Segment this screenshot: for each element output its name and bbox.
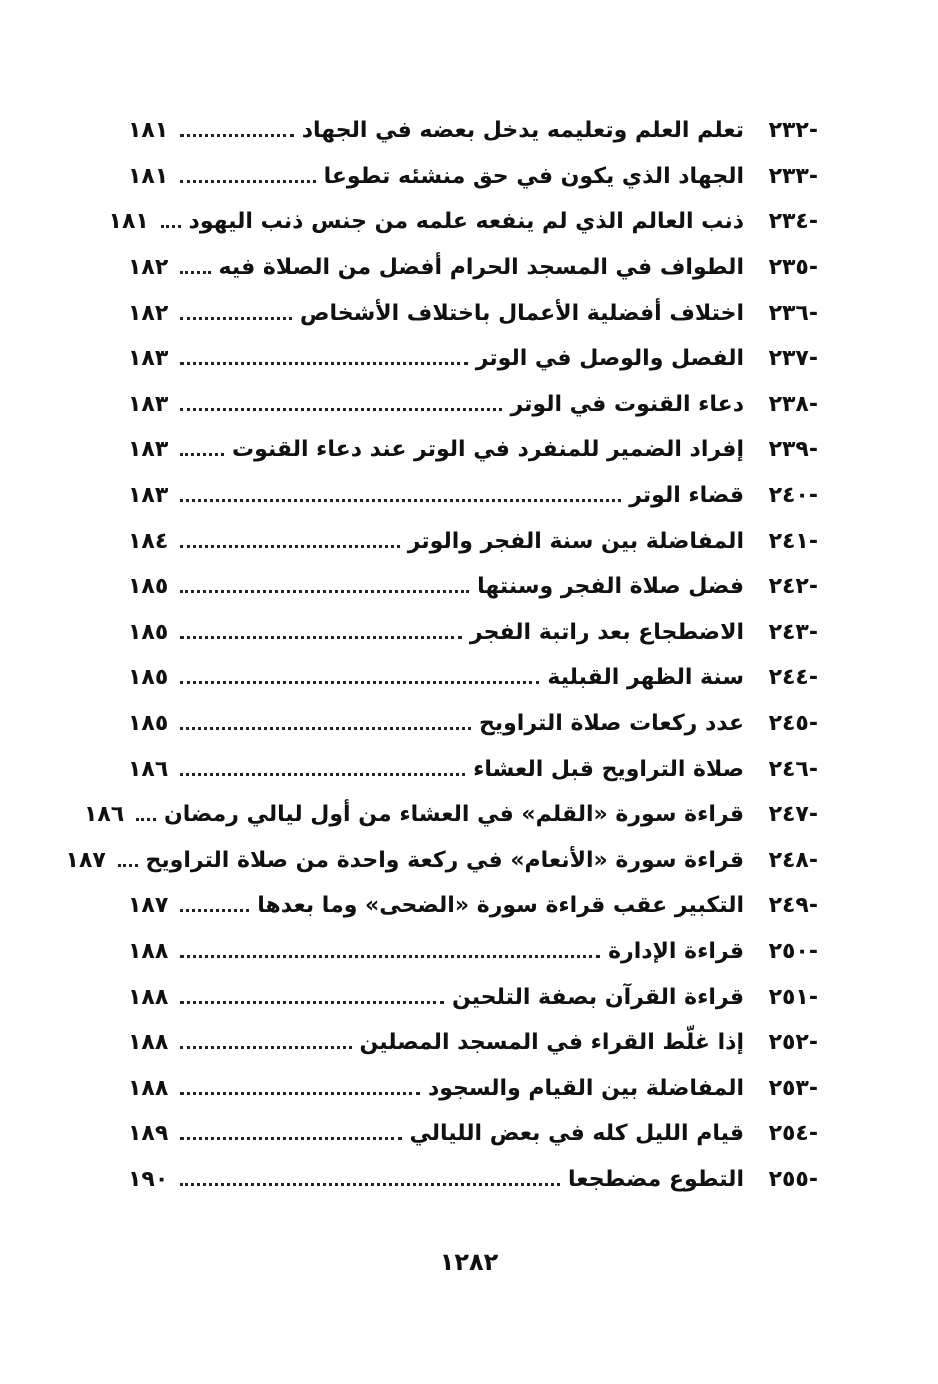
entry-number: -٢٣٧ xyxy=(768,346,818,372)
entry-title: قراءة سورة «الأنعام» في ركعة واحدة من صلاة التراويح xyxy=(145,847,744,873)
entry-title: سنة الظهر القبلية xyxy=(547,665,744,691)
toc-entry xyxy=(128,154,818,200)
entry-title: قراءة الإدارة xyxy=(608,938,744,964)
entry-number: -٢٣٣ xyxy=(768,163,818,189)
leader-dots xyxy=(180,773,465,776)
entry-title: المفاضلة بين القيام والسجود xyxy=(427,1075,744,1101)
leader-dots xyxy=(180,453,224,456)
entry-title: إذا غلّط القراء في المسجد المصلين xyxy=(359,1030,744,1056)
entry-number: -٢٣٤ xyxy=(768,209,818,235)
toc-entry xyxy=(128,974,818,1020)
entry-title: قيام الليل كله في بعض الليالي xyxy=(409,1121,744,1147)
toc-entry xyxy=(128,883,818,929)
entry-number: -٢٥١ xyxy=(768,984,818,1010)
entry-number: -٢٤٥ xyxy=(768,711,818,737)
entry-page-number: ١٨١ xyxy=(108,209,149,235)
entry-number: -٢٤٢ xyxy=(768,574,818,600)
entry-number: -٢٥٥ xyxy=(768,1166,818,1192)
toc-entry xyxy=(128,336,818,382)
entry-title: قراءة القرآن بصفة التلحين xyxy=(452,984,744,1010)
toc-entry xyxy=(128,245,818,291)
entry-page-number: ١٨٨ xyxy=(128,938,169,964)
entry-number: -٢٣٥ xyxy=(768,255,818,281)
entry-page-number: ١٨٩ xyxy=(128,1121,169,1147)
entry-title: الفصل والوصل في الوتر xyxy=(475,346,744,372)
entry-page-number: ١٨٣ xyxy=(128,391,169,417)
entry-number: -٢٤٤ xyxy=(768,665,818,691)
entry-number: -٢٤٦ xyxy=(768,756,818,782)
toc-entry xyxy=(128,427,818,473)
toc-entry xyxy=(128,473,818,519)
leader-dots xyxy=(180,955,600,958)
entry-number: -٢٤٠ xyxy=(768,483,818,509)
toc-entry xyxy=(108,199,818,245)
leader-dots xyxy=(180,362,468,365)
entry-number: -٢٣٩ xyxy=(768,437,818,463)
leader-dots xyxy=(180,408,502,411)
toc-entry xyxy=(128,1065,818,1111)
toc-entry xyxy=(128,382,818,428)
entry-title: الطواف في المسجد الحرام أفضل من الصلاة فيه xyxy=(218,255,744,281)
leader-dots xyxy=(180,180,316,183)
leader-dots xyxy=(180,681,539,684)
entry-number: -٢٤٣ xyxy=(768,619,818,645)
entry-page-number: ١٨٢ xyxy=(128,255,169,281)
toc-entry xyxy=(128,1157,818,1203)
leader-dots xyxy=(180,134,294,137)
toc-entry xyxy=(128,655,818,701)
leader-dots xyxy=(180,1183,560,1186)
toc-entry xyxy=(128,108,818,154)
leader-dots xyxy=(180,590,469,593)
toc-entry xyxy=(128,746,818,792)
entry-page-number: ١٨٥ xyxy=(128,574,169,600)
entry-title: الجهاد الذي يكون في حق منشئه تطوعا xyxy=(323,163,744,189)
entry-title: فضل صلاة الفجر وسنتها xyxy=(477,574,744,600)
entry-number: -٢٣٨ xyxy=(768,391,818,417)
leader-dots xyxy=(180,909,249,912)
leader-dots xyxy=(180,1001,444,1004)
entry-page-number: ١٨٧ xyxy=(128,893,169,919)
toc-entry xyxy=(128,701,818,747)
page-number: ١٢٨٢ xyxy=(439,1248,499,1276)
toc-entry xyxy=(83,792,818,838)
entry-title: دعاء القنوت في الوتر xyxy=(510,391,744,417)
entry-page-number: ١٨٣ xyxy=(128,437,169,463)
entry-title: تعلم العلم وتعليمه يدخل بعضه في الجهاد xyxy=(301,118,744,144)
entry-title: قراءة سورة «القلم» في العشاء من أول ليالي رمضان xyxy=(163,802,744,828)
entry-title: التطوع مضطجعا xyxy=(568,1166,744,1192)
entry-title: التكبير عقب قراءة سورة «الضحى» وما بعدها xyxy=(257,893,744,919)
entry-page-number: ١٨٥ xyxy=(128,711,169,737)
entry-title: إفراد الضمير للمنفرد في الوتر عند دعاء القنوت xyxy=(231,437,744,463)
entry-number: -٢٥٢ xyxy=(768,1030,818,1056)
leader-dots xyxy=(180,1046,352,1049)
entry-page-number: ١٨٥ xyxy=(128,619,169,645)
entry-page-number: ١٨٦ xyxy=(83,802,125,828)
entry-number: -٢٤٨ xyxy=(768,847,818,873)
leader-dots xyxy=(118,864,138,867)
entry-number: -٢٤١ xyxy=(768,528,818,554)
leader-dots xyxy=(161,225,181,228)
entry-number: -٢٥٣ xyxy=(768,1075,818,1101)
entry-page-number: ١٨١ xyxy=(128,163,169,189)
entry-page-number: ١٨٧ xyxy=(65,847,106,873)
entry-number: -٢٤٧ xyxy=(768,802,818,828)
entry-title: الاضطجاع بعد راتبة الفجر xyxy=(469,619,744,645)
entry-page-number: ١٨٣ xyxy=(128,346,169,372)
entry-number: -٢٣٢ xyxy=(768,118,818,144)
leader-dots xyxy=(180,727,471,730)
entry-page-number: ١٨٣ xyxy=(128,483,169,509)
leader-dots xyxy=(180,1137,402,1140)
entry-number: -٢٥٠ xyxy=(768,938,818,964)
leader-dots xyxy=(180,636,462,639)
entry-title: ذنب العالم الذي لم ينفعه علمه من جنس ذنب اليهود xyxy=(188,209,744,235)
entry-page-number: ١٨٨ xyxy=(128,984,169,1010)
toc-entry xyxy=(128,1111,818,1157)
entry-page-number: ١٩٠ xyxy=(128,1166,169,1192)
toc-entry xyxy=(128,929,818,975)
toc-entry xyxy=(128,290,818,336)
entry-title: صلاة التراويح قبل العشاء xyxy=(473,756,744,782)
toc-entry xyxy=(128,1020,818,1066)
leader-dots xyxy=(180,271,211,274)
entry-page-number: ١٨٥ xyxy=(128,665,169,691)
entry-title: اختلاف أفضلية الأعمال باختلاف الأشخاص xyxy=(299,300,744,326)
entry-page-number: ١٨٨ xyxy=(128,1075,169,1101)
toc-entry xyxy=(128,610,818,656)
entry-number: -٢٥٤ xyxy=(768,1121,818,1147)
leader-dots xyxy=(180,499,621,502)
leader-dots xyxy=(136,818,156,821)
entry-title: قضاء الوتر xyxy=(629,483,744,509)
entry-page-number: ١٨٨ xyxy=(128,1030,169,1056)
entry-number: -٢٣٦ xyxy=(768,300,818,326)
toc-entry xyxy=(65,838,818,884)
table-of-contents xyxy=(65,108,818,1202)
entry-page-number: ١٨٦ xyxy=(128,756,169,782)
leader-dots xyxy=(180,317,292,320)
entry-title: المفاضلة بين سنة الفجر والوتر xyxy=(407,528,744,554)
toc-entry xyxy=(128,518,818,564)
toc-entry xyxy=(128,564,818,610)
entry-page-number: ١٨٤ xyxy=(128,528,169,554)
entry-number: -٢٤٩ xyxy=(768,893,818,919)
leader-dots xyxy=(180,545,400,548)
entry-title: عدد ركعات صلاة التراويح xyxy=(479,711,744,737)
leader-dots xyxy=(180,1092,420,1095)
entry-page-number: ١٨١ xyxy=(128,118,169,144)
entry-page-number: ١٨٢ xyxy=(128,300,169,326)
